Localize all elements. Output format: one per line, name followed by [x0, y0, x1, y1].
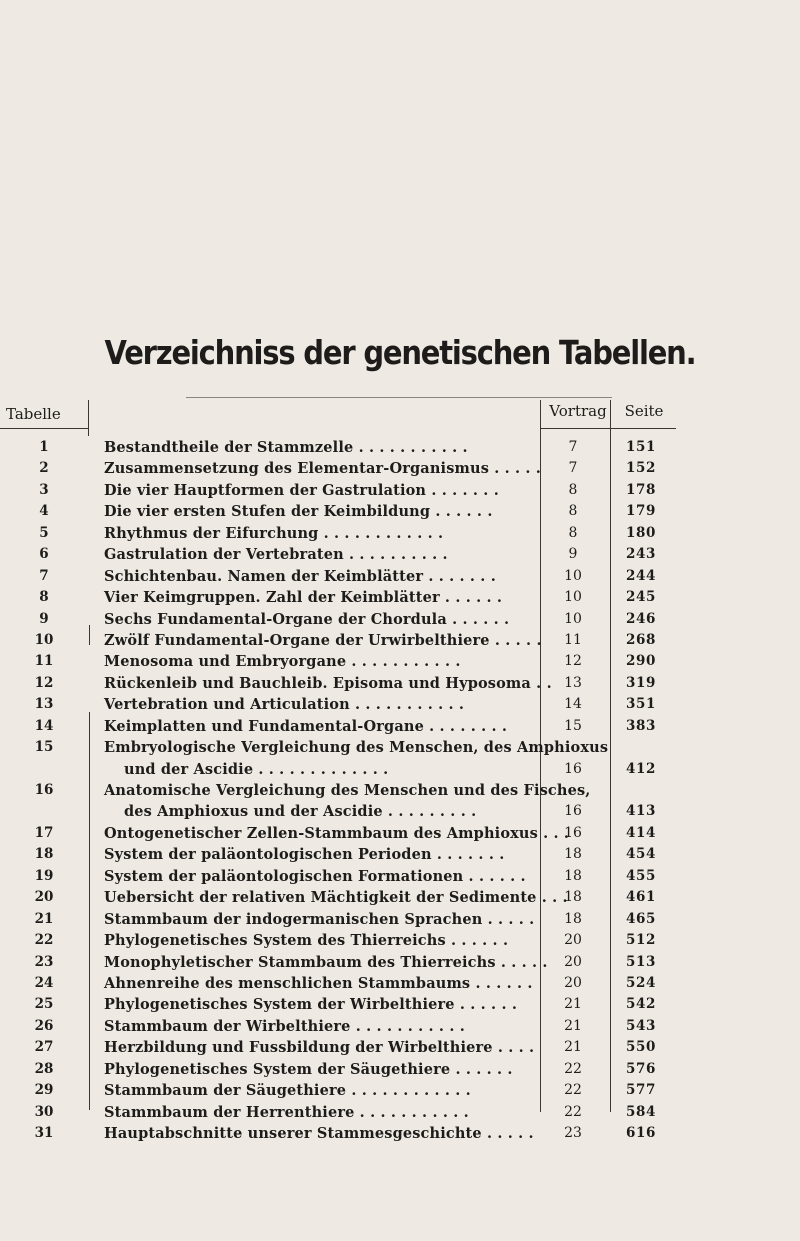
table-number: 27: [34, 1039, 54, 1056]
table-description: [104, 909, 535, 930]
vortrag-number: 10: [564, 610, 582, 627]
table-number: 9: [39, 610, 49, 627]
table-number: 17: [34, 824, 54, 841]
page-number: 550: [626, 1039, 656, 1056]
table-row: [0, 1123, 800, 1144]
description-line: Die vier Hauptformen der Gastrulation . . . . . . .: [104, 481, 499, 499]
page-number: 290: [626, 653, 656, 670]
table-number: 13: [34, 696, 54, 713]
description-line: Vier Keimgruppen. Zahl der Keimblätter . . . . . .: [104, 589, 503, 607]
table-description: [104, 1016, 524, 1037]
page-number: 180: [626, 524, 656, 541]
table-number: 1: [39, 439, 49, 455]
table-number: 31: [34, 1125, 54, 1142]
vortrag-number: 18: [564, 867, 582, 884]
table-number: 12: [34, 674, 54, 691]
table-row: [0, 1080, 800, 1101]
description-line: Bestandtheile der Stammzelle . . . . . . . . . . .: [104, 439, 468, 456]
vortrag-number: 7: [568, 460, 578, 477]
table-number: 11: [34, 653, 54, 670]
table-number: 19: [34, 867, 54, 884]
description-line: Herzbildung und Fussbildung der Wirbelthiere . . . .: [104, 1039, 535, 1057]
table-row: [0, 823, 800, 844]
table-row: [0, 609, 800, 630]
description-line: System der paläontologischen Formationen . . . . . .: [104, 867, 526, 885]
table-row: [0, 1102, 800, 1123]
description-line: Sechs Fundamental-Organe der Chordula . . . . . .: [104, 610, 510, 628]
table-description: [104, 673, 552, 694]
table-row: [0, 523, 800, 544]
vortrag-number: 20: [564, 974, 582, 991]
description-line: Phylogenetisches System der Säugethiere . . . . . .: [104, 1060, 513, 1078]
table-number: 30: [34, 1103, 54, 1120]
vortrag-number: 20: [564, 932, 582, 949]
table-row: [0, 909, 800, 930]
page-number: 268: [626, 631, 656, 648]
page-number: 577: [626, 1082, 656, 1099]
header-tabelle: Tabelle: [6, 405, 61, 423]
vortrag-number: 9: [568, 546, 578, 563]
vortrag-number: 23: [564, 1125, 582, 1142]
table-row: [0, 994, 800, 1015]
page-number: 584: [626, 1103, 656, 1120]
table-description: [104, 1080, 524, 1101]
description-line: Phylogenetisches System des Thierreichs . . . . . .: [104, 932, 509, 950]
table-number: 28: [34, 1060, 54, 1077]
table-number: 3: [39, 481, 49, 498]
table-row: [0, 973, 800, 994]
table-number: 21: [34, 910, 54, 927]
page-number: 179: [626, 503, 656, 520]
table-row: [0, 544, 800, 565]
description-line: Hauptabschnitte unserer Stammesgeschichte . . . . .: [104, 1125, 534, 1143]
vortrag-number: 8: [568, 503, 578, 520]
table-description: [104, 501, 524, 522]
page-number: 414: [626, 824, 656, 841]
vortrag-number: 13: [564, 674, 582, 691]
table-row: [0, 630, 800, 651]
table-description: [104, 566, 524, 587]
page-number: 178: [626, 481, 656, 498]
table-number: 16: [34, 782, 54, 799]
description-line: Anatomische Vergleichung des Menschen und des Fisches,: [104, 782, 591, 800]
vortrag-number: 16: [564, 760, 582, 777]
table-description: [104, 1037, 535, 1058]
table-row: [0, 930, 800, 951]
page-number: 461: [626, 889, 656, 906]
page-number: 383: [626, 717, 656, 734]
description-line: Zusammensetzung des Elementar-Organismus . . . . .: [104, 460, 541, 478]
header-rule: [540, 428, 676, 429]
description-line: Stammbaum der Wirbelthiere . . . . . . . . . . .: [104, 1017, 465, 1035]
header-seite: Seite: [624, 402, 664, 420]
table-number: 18: [34, 846, 54, 863]
table-number: 24: [34, 974, 54, 991]
page-number: 616: [626, 1125, 656, 1142]
description-line: Menosoma und Embryorgane . . . . . . . . . . .: [104, 653, 461, 671]
vortrag-number: 22: [564, 1082, 582, 1099]
page-number: 351: [626, 696, 656, 713]
table-number: 22: [34, 932, 54, 949]
page-number: 319: [626, 674, 656, 691]
table-number: 5: [39, 524, 49, 541]
description-line: Uebersicht der relativen Mächtigkeit der Sedimente . . .: [104, 889, 568, 907]
table-description: [104, 458, 541, 479]
description-line: Rückenleib und Bauchleib. Episoma und Hyposoma . .: [104, 674, 552, 692]
description-line: Phylogenetisches System der Wirbelthiere . . . . . .: [104, 996, 518, 1014]
table-row: [0, 1016, 800, 1037]
table-description: [104, 651, 524, 672]
table-row: [0, 1037, 800, 1058]
description-line: Embryologische Vergleichung des Menschen, des Amphioxus: [104, 739, 609, 757]
table-row: [0, 437, 800, 458]
page-number: 246: [626, 610, 656, 627]
page-number: 576: [626, 1060, 656, 1077]
table-description: [104, 480, 524, 501]
table-number: 2: [39, 460, 49, 477]
vortrag-number: 20: [564, 953, 582, 970]
vortrag-number: 16: [564, 824, 582, 841]
table-row: [0, 694, 800, 715]
table-number: 29: [34, 1082, 54, 1099]
page-number: 513: [626, 953, 656, 970]
table-description: [104, 609, 524, 630]
table-number: 20: [34, 889, 54, 906]
table-number: 23: [34, 953, 54, 970]
vortrag-number: 7: [568, 439, 578, 455]
page-number: 245: [626, 589, 656, 606]
vortrag-number: 16: [564, 803, 582, 820]
table-description: [104, 544, 524, 565]
table-description: [104, 523, 524, 544]
vortrag-number: 12: [564, 653, 582, 670]
page-number: 455: [626, 867, 656, 884]
page-number: 243: [626, 546, 656, 563]
table-description: [104, 587, 524, 608]
table-row: [0, 780, 800, 823]
table-description: [104, 930, 524, 951]
vortrag-number: 11: [564, 631, 582, 648]
table-number: 10: [34, 631, 54, 648]
description-line: Die vier ersten Stufen der Keimbildung . . . . . .: [104, 503, 493, 521]
table-number: 8: [39, 589, 49, 606]
table-description: [104, 716, 524, 737]
page-number: 152: [626, 460, 656, 477]
page-number: 542: [626, 996, 656, 1013]
table-row: [0, 887, 800, 908]
table-number: 4: [39, 503, 49, 520]
table-number: 15: [34, 739, 54, 756]
vortrag-number: 8: [568, 481, 578, 498]
table-row: [0, 480, 800, 501]
description-line: Rhythmus der Eifurchung . . . . . . . . . . . .: [104, 524, 444, 542]
table-description: [104, 1102, 524, 1123]
table-row: [0, 866, 800, 887]
vortrag-number: 21: [564, 1039, 582, 1056]
table-row: [0, 587, 800, 608]
table-number: 26: [34, 1017, 54, 1034]
description-line-2: des Amphioxus und der Ascidie . . . . . . . . .: [124, 803, 477, 821]
table-body: [0, 437, 800, 1144]
table-row: [0, 716, 800, 737]
table-description: [104, 1059, 524, 1080]
table-row: [0, 737, 800, 780]
description-line: Ontogenetischer Zellen-Stammbaum des Amphioxus . . .: [104, 824, 570, 842]
vortrag-number: 15: [564, 717, 582, 734]
vortrag-number: 10: [564, 567, 582, 584]
table-row: [0, 651, 800, 672]
page-number: 413: [626, 803, 656, 820]
table-description: [104, 973, 533, 994]
page-number: 465: [626, 910, 656, 927]
description-line: Schichtenbau. Namen der Keimblätter . . . . . . .: [104, 567, 496, 585]
table-row: [0, 501, 800, 522]
table-row: [0, 566, 800, 587]
table-number: 7: [39, 567, 49, 584]
table-description: [104, 437, 524, 458]
page-number: 524: [626, 974, 656, 991]
table-row: [0, 844, 800, 865]
description-line-2: und der Ascidie . . . . . . . . . . . . .: [124, 760, 389, 778]
description-line: Keimplatten und Fundamental-Organe . . . . . . . .: [104, 717, 508, 735]
vortrag-number: 10: [564, 589, 582, 606]
table-row: [0, 1059, 800, 1080]
vortrag-number: 21: [564, 996, 582, 1013]
vortrag-number: 22: [564, 1103, 582, 1120]
vortrag-number: 18: [564, 910, 582, 927]
page-number: 244: [626, 567, 656, 584]
description-line: System der paläontologischen Perioden . . . . . . .: [104, 846, 505, 864]
column-divider: [88, 400, 89, 436]
vortrag-number: 14: [564, 696, 582, 713]
table-number: 25: [34, 996, 54, 1013]
vortrag-number: 18: [564, 889, 582, 906]
table-row: [0, 952, 800, 973]
table-row: [0, 458, 800, 479]
description-line: Vertebration und Articulation . . . . . . . . . . .: [104, 696, 465, 714]
vortrag-number: 18: [564, 846, 582, 863]
header-rule: [0, 428, 88, 429]
table-description: [104, 887, 568, 908]
page-number: 454: [626, 846, 656, 863]
page-title: Verzeichniss der genetischen Tabellen.: [104, 333, 696, 373]
title-rule: [186, 397, 612, 398]
description-line: Stammbaum der Säugethiere . . . . . . . . . . . .: [104, 1082, 471, 1100]
table-description: [104, 866, 524, 887]
page-number: 412: [626, 760, 656, 777]
description-line: Gastrulation der Vertebraten . . . . . . . . . .: [104, 546, 448, 564]
table-description: [104, 844, 524, 865]
table-description: [104, 630, 542, 651]
vortrag-number: 21: [564, 1017, 582, 1034]
header-vortrag: Vortrag: [549, 402, 607, 420]
vortrag-number: 22: [564, 1060, 582, 1077]
table-description: [104, 823, 570, 844]
description-line: Stammbaum der Herrenthiere . . . . . . . . . . .: [104, 1103, 469, 1121]
table-number: 6: [39, 546, 49, 563]
table-number: 14: [34, 717, 54, 734]
table-row: [0, 673, 800, 694]
description-line: Monophyletischer Stammbaum des Thierreichs . . . . .: [104, 953, 548, 971]
table-description: [104, 694, 524, 715]
vortrag-number: 8: [568, 524, 578, 541]
description-line: Zwölf Fundamental-Organe der Urwirbelthiere . . . . .: [104, 631, 542, 649]
table-description: [104, 1123, 534, 1144]
table-description: [104, 952, 548, 973]
table-description: [104, 994, 524, 1015]
description-line: Ahnenreihe des menschlichen Stammbaums . . . . . .: [104, 974, 533, 992]
page-number: 512: [626, 932, 656, 949]
page-number: 151: [626, 439, 656, 455]
description-line: Stammbaum der indogermanischen Sprachen . . . . .: [104, 910, 535, 928]
page-number: 543: [626, 1017, 656, 1034]
